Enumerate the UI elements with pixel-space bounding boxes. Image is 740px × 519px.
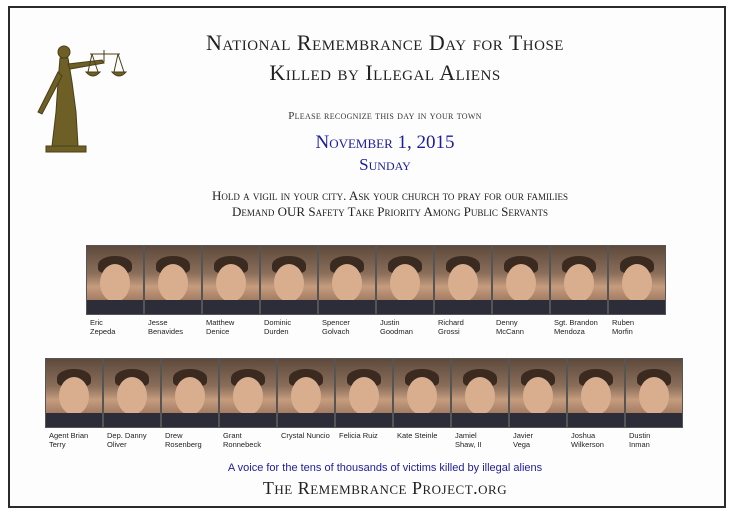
page-title-line1: National Remembrance Day for Those	[206, 30, 564, 55]
website-name: The Remembrance Project.org	[262, 478, 508, 498]
victim-photo	[509, 358, 567, 428]
victim-name: Jamiel Shaw, II	[455, 431, 482, 449]
vigil-text-line1: Hold a vigil in your city. Ask your church to pray for our families	[212, 188, 568, 203]
victim-name: Ruben Morfin	[612, 318, 635, 336]
victim-photo	[45, 358, 103, 428]
victim-name: Grant Ronnebeck	[223, 431, 261, 449]
victim-photo	[103, 358, 161, 428]
victim-photo	[625, 358, 683, 428]
victim-name: Eric Zepeda	[90, 318, 116, 336]
victim-name: Javier Vega	[513, 431, 534, 449]
victim-name: Crystal Nuncio	[281, 431, 330, 440]
victim-name: Spencer Golvach	[322, 318, 350, 336]
victim-name: Drew Rosenberg	[165, 431, 202, 449]
victim-name: Denny McCann	[496, 318, 524, 336]
victim-photo	[335, 358, 393, 428]
victim-name: Dustin Inman	[629, 431, 651, 449]
victim-card	[625, 358, 695, 449]
victim-name: Matthew Denice	[206, 318, 235, 336]
victim-name: Kate Steinle	[397, 431, 438, 440]
page-title-line2: Killed by Illegal Aliens	[269, 60, 501, 85]
victim-name: Agent Brian Terry	[49, 431, 89, 449]
victim-name: Felicia Ruiz	[339, 431, 378, 440]
victim-name: Dominic Durden	[264, 318, 292, 336]
victim-photo	[567, 358, 625, 428]
victim-name: Sgt. Brandon Mendoza	[554, 318, 598, 336]
voice-tagline: A voice for the tens of thousands of victims killed by illegal aliens	[227, 462, 543, 474]
event-weekday: Sunday	[359, 155, 411, 174]
vigil-text-line2: Demand OUR Safety Take Priority Among Public Servants	[232, 204, 548, 219]
recognize-text: Please recognize this day in your town	[288, 110, 482, 122]
victim-photo	[393, 358, 451, 428]
victim-name: Jesse Benavides	[148, 318, 184, 336]
victim-photo	[161, 358, 219, 428]
event-date: November 1, 2015	[315, 132, 455, 153]
victim-photo	[219, 358, 277, 428]
victim-name: Joshua Wilkerson	[571, 431, 604, 449]
victim-name: Dep. Danny Oliver	[107, 431, 147, 449]
victim-name: Richard Grossi	[438, 318, 464, 336]
victim-photo	[277, 358, 335, 428]
victim-name: Justin Goodman	[380, 318, 413, 336]
victim-photo	[451, 358, 509, 428]
